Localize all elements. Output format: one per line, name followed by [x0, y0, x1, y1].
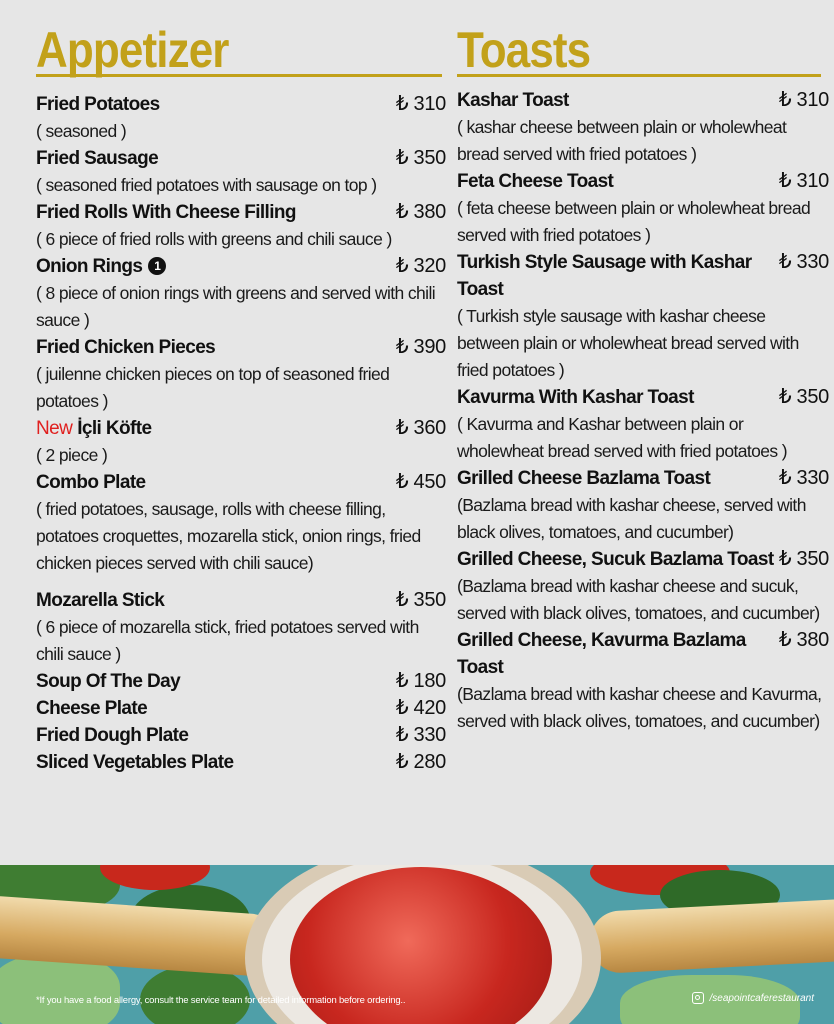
menu-item-price: ₺ 390 — [395, 336, 446, 358]
menu-item-header — [36, 668, 446, 695]
menu-item-header — [457, 249, 829, 303]
menu-item-name: Grilled Cheese Bazlama Toast — [457, 468, 711, 489]
section-title-appetizer: Appetizer — [36, 22, 229, 78]
appetizer-items — [36, 91, 446, 776]
menu-item-name: Fried Chicken Pieces — [36, 337, 216, 358]
menu-item — [457, 627, 829, 735]
section-title-toasts: Toasts — [457, 22, 591, 78]
instagram-icon — [692, 992, 704, 1004]
menu-item-name-wrap — [457, 384, 694, 411]
menu-item-header — [36, 334, 446, 361]
menu-item-name: Fried Potatoes — [36, 94, 160, 115]
menu-item-header — [457, 627, 829, 681]
menu-item-header — [457, 465, 829, 492]
menu-item-header — [36, 722, 446, 749]
menu-item-description: ( Kavurma and Kashar between plain or wholewheat bread served with fried potatoes ) — [457, 414, 788, 461]
menu-item — [36, 334, 446, 415]
social-link[interactable] — [692, 992, 814, 1004]
menu-item-name-wrap — [36, 415, 151, 442]
menu-item-name-wrap — [36, 749, 233, 776]
menu-item-name: Fried Dough Plate — [36, 725, 189, 746]
menu-item-description: ( seasoned fried potatoes with sausage on top ) — [36, 175, 377, 195]
menu-item-header — [36, 91, 446, 118]
menu-item-price: ₺ 280 — [395, 751, 446, 773]
menu-item-name: Kavurma With Kashar Toast — [457, 387, 694, 408]
menu-item — [457, 465, 829, 546]
menu-item — [457, 546, 829, 627]
menu-item — [36, 668, 446, 695]
menu-item-name-wrap — [457, 168, 613, 195]
menu-item-header — [36, 587, 446, 614]
menu-item-description: ( seasoned ) — [36, 121, 127, 141]
menu-item-name: Feta Cheese Toast — [457, 171, 614, 192]
menu-item-price: ₺ 350 — [778, 548, 829, 570]
menu-item-name-wrap — [36, 722, 188, 749]
toasts-items — [457, 87, 829, 735]
menu-item-description: (Bazlama bread with kashar cheese, served with black olives, tomatoes, and cucumber) — [457, 495, 806, 542]
menu-item-name-wrap — [36, 199, 296, 226]
menu-item-price: ₺ 360 — [395, 417, 446, 439]
menu-item-name: Onion Rings — [36, 256, 143, 277]
menu-item-price: ₺ 420 — [395, 697, 446, 719]
menu-item — [36, 587, 446, 668]
menu-item-name: Turkish Style Sausage with Kashar Toast — [457, 252, 752, 300]
menu-item-name-wrap — [457, 546, 774, 573]
menu-item-name: Sliced Vegetables Plate — [36, 752, 234, 773]
menu-item-header — [457, 87, 829, 114]
menu-item-name: Grilled Cheese, Sucuk Bazlama Toast — [457, 549, 774, 570]
menu-item-name-wrap — [457, 249, 779, 303]
menu-item-header — [457, 168, 829, 195]
menu-item-name-wrap — [36, 253, 166, 280]
menu-item — [36, 722, 446, 749]
menu-item-price: ₺ 380 — [778, 629, 829, 651]
menu-item-price: ₺ 320 — [395, 255, 446, 277]
menu-item-name-wrap — [457, 465, 710, 492]
menu-item — [36, 415, 446, 469]
menu-item-price: ₺ 310 — [395, 93, 446, 115]
menu-item-price: ₺ 450 — [395, 471, 446, 493]
number-badge-icon: 1 — [148, 257, 166, 275]
menu-item-header — [36, 749, 446, 776]
menu-item — [457, 168, 829, 249]
menu-item-header — [457, 384, 829, 411]
menu-item-description: ( Turkish style sausage with kashar cheese between plain or wholewheat bread served with fried potatoes ) — [457, 306, 799, 380]
social-handle: /seapointcaferestaurant — [709, 992, 814, 1004]
menu-item-name: Fried Rolls With Cheese Filling — [36, 202, 296, 223]
menu-item-name: İçli Köfte — [77, 418, 152, 439]
menu-item-header — [36, 199, 446, 226]
menu-item-name-wrap — [457, 627, 779, 681]
menu-item — [36, 749, 446, 776]
menu-item-price: ₺ 350 — [778, 386, 829, 408]
menu-item — [36, 199, 446, 253]
menu-item — [36, 91, 446, 145]
toasts-section — [457, 24, 829, 735]
menu-item-name: Grilled Cheese, Kavurma Bazlama Toast — [457, 630, 746, 678]
menu-item — [457, 249, 829, 384]
menu-item-description: ( 2 piece ) — [36, 445, 108, 465]
menu-item-price: ₺ 330 — [395, 724, 446, 746]
menu-item — [36, 145, 446, 199]
menu-item-name: Soup Of The Day — [36, 671, 181, 692]
menu-item-header — [457, 546, 829, 573]
menu-item-name: Fried Sausage — [36, 148, 159, 169]
menu-item-price: ₺ 330 — [778, 467, 829, 489]
menu-item-price: ₺ 350 — [395, 589, 446, 611]
menu-item-price: ₺ 330 — [778, 251, 829, 273]
menu-item-name: Kashar Toast — [457, 90, 569, 111]
menu-item-description: ( 6 piece of mozarella stick, fried potatoes served with chili sauce ) — [36, 617, 419, 664]
menu-item — [36, 469, 446, 577]
menu-item-description: (Bazlama bread with kashar cheese and Kavurma, served with black olives, tomatoes, and cucumber) — [457, 684, 822, 731]
menu-item-name-wrap — [36, 145, 158, 172]
menu-item-name-wrap — [457, 87, 569, 114]
menu-item-name-wrap — [36, 587, 164, 614]
appetizer-section — [36, 24, 446, 776]
menu-item-name: Mozarella Stick — [36, 590, 165, 611]
menu-item — [457, 87, 829, 168]
spacer — [36, 577, 446, 587]
menu-item-header — [36, 695, 446, 722]
menu-item-header — [36, 469, 446, 496]
menu-item-price: ₺ 310 — [778, 170, 829, 192]
menu-item-name-wrap — [36, 334, 215, 361]
menu-item — [457, 384, 829, 465]
menu-item-price: ₺ 350 — [395, 147, 446, 169]
menu-item-header — [36, 415, 446, 442]
menu-item-price: ₺ 310 — [778, 89, 829, 111]
menu-item-price: ₺ 380 — [395, 201, 446, 223]
menu-item-description: (Bazlama bread with kashar cheese and sucuk, served with black olives, tomatoes, and cucumber) — [457, 576, 820, 623]
menu-item-header — [36, 145, 446, 172]
menu-item-name-wrap — [36, 695, 147, 722]
menu-item-description: ( 6 piece of fried rolls with greens and chili sauce ) — [36, 229, 392, 249]
menu-item-price: ₺ 180 — [395, 670, 446, 692]
menu-item-name: Cheese Plate — [36, 698, 148, 719]
menu-item-name-wrap — [36, 469, 146, 496]
menu-item-header — [36, 253, 446, 280]
menu-item-name-wrap — [36, 91, 160, 118]
menu-item-name: Combo Plate — [36, 472, 146, 493]
menu-item-description: ( 8 piece of onion rings with greens and served with chili sauce ) — [36, 283, 436, 330]
new-badge: New — [36, 418, 73, 439]
allergy-disclaimer: *If you have a food allergy, consult the service team for detailed information before ordering.. — [36, 995, 406, 1006]
menu-item — [36, 695, 446, 722]
menu-item — [36, 253, 446, 334]
menu-item-description: ( kashar cheese between plain or wholewheat bread served with fried potatoes ) — [457, 117, 787, 164]
menu-item-description: ( feta cheese between plain or wholewheat bread served with fried potatoes ) — [457, 198, 811, 245]
menu-item-name-wrap — [36, 668, 180, 695]
menu-item-description: ( fried potatoes, sausage, rolls with cheese filling, potatoes croquettes, mozarella stick, onion rings, fried chicken pieces served with chili sauce) — [36, 499, 421, 573]
menu-item-description: ( juilenne chicken pieces on top of seasoned fried potatoes ) — [36, 364, 390, 411]
